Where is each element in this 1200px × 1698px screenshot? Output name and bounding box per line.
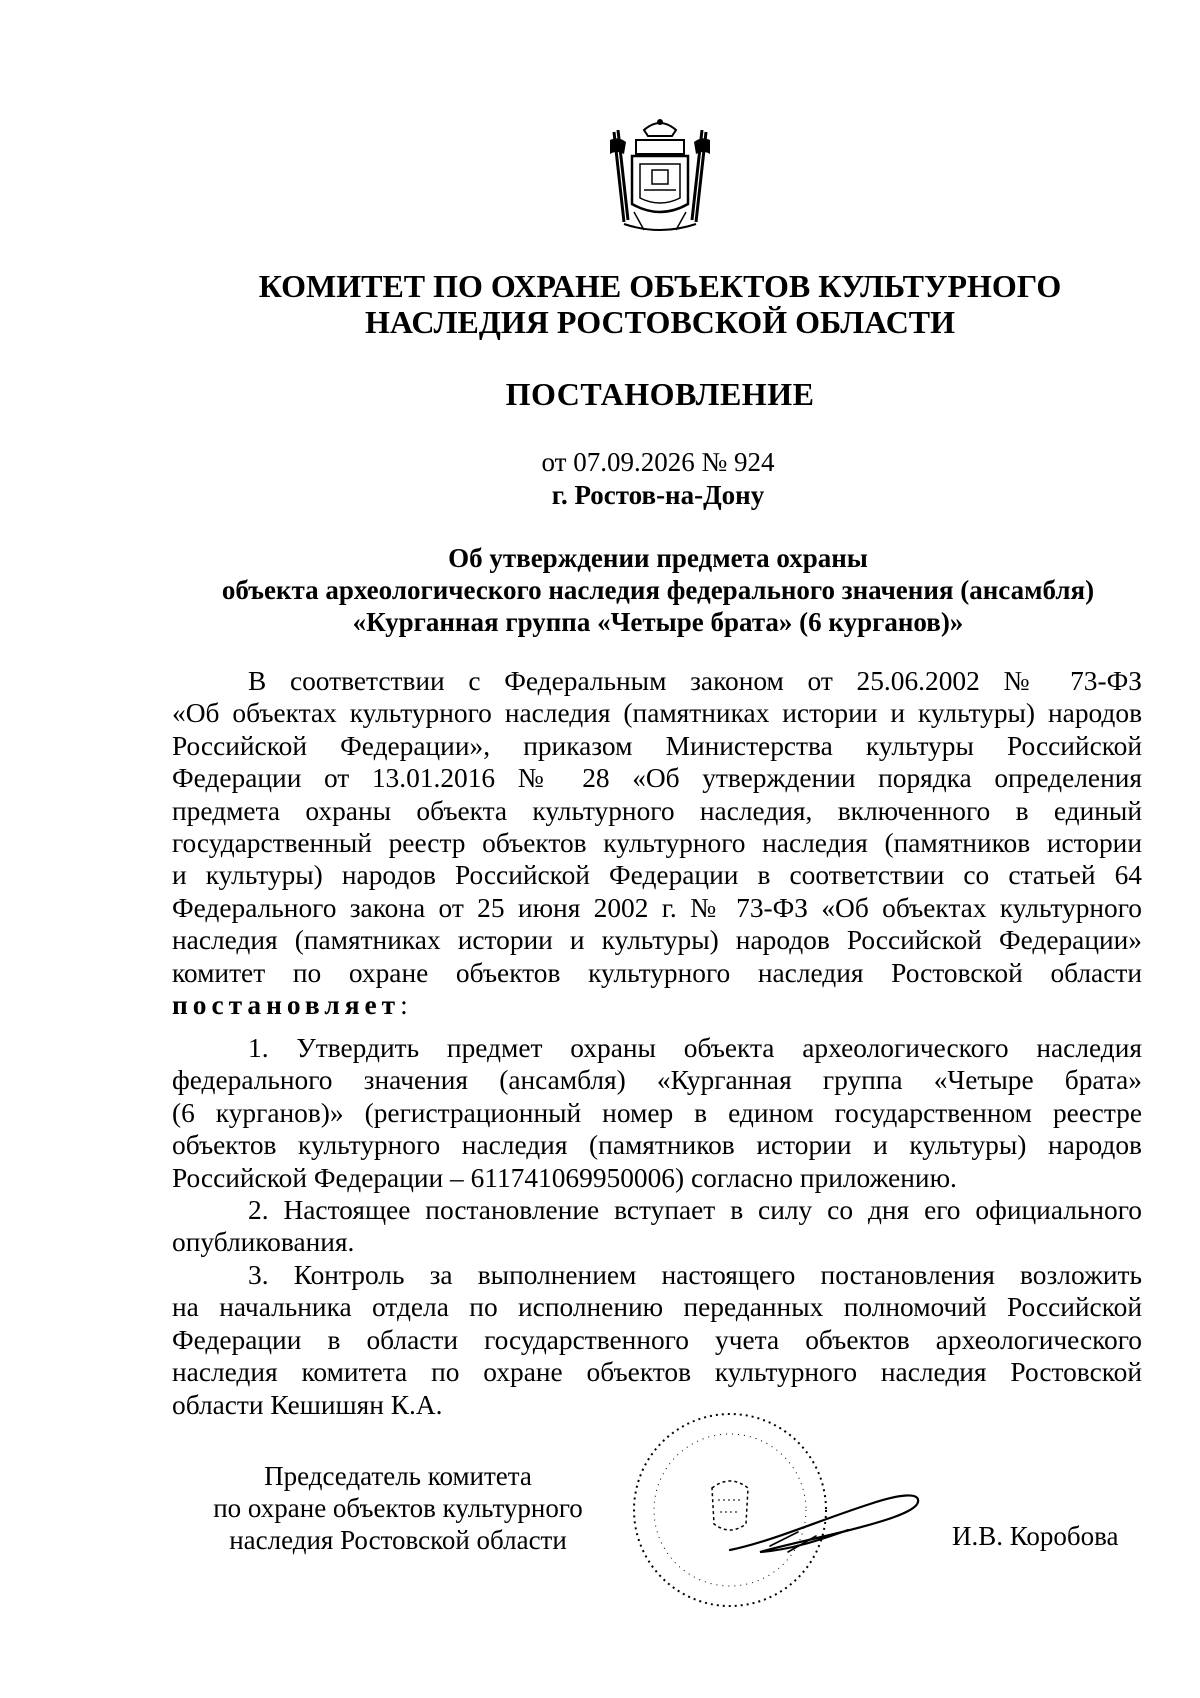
document-city: г. Ростов-на-Дону (551, 480, 765, 510)
organization-name (0, 268, 1200, 340)
official-seal-stamp (620, 1400, 940, 1620)
text-line: Федерации от 13.01.2016 № 28 «Об утверждении порядка определения (172, 763, 1142, 794)
document-type: ПОСТАНОВЛЕНИЕ (505, 376, 815, 412)
item-1-paragraph (172, 1032, 1142, 1194)
item-3-paragraph (172, 1259, 1142, 1421)
text-line: области Кешишян К.А. (172, 1389, 443, 1420)
text-line: и культуры) народов Российской Федерации в соответствии со статьей 64 (172, 860, 1142, 891)
document-title (0, 542, 1200, 638)
title-line: Об утверждении предмета охраны (448, 543, 868, 573)
text-line: Федерации в области государственного учета объектов археологического (172, 1324, 1142, 1355)
text-line: Федерального закона от 25 июня 2002 г. № 73-ФЗ «Об объектах культурного (172, 892, 1142, 923)
text-line: Российской Федерации – 611741069950006) согласно приложению. (172, 1162, 957, 1193)
text-line: федерального значения (ансамбля) «Курганная группа «Четыре брата» (172, 1065, 1142, 1096)
signatory-position-line: Председатель комитета (264, 1461, 532, 1491)
organization-name-line2: НАСЛЕДИЯ РОСТОВСКОЙ ОБЛАСТИ (364, 304, 956, 340)
text-line: наследия (памятниках истории и культуры) народов Российской Федерации» (172, 925, 1142, 956)
title-line: объекта археологического наследия федерального значения (ансамбля) (221, 575, 1095, 605)
text-line: на начальника отдела по исполнению переданных полномочий Российской (172, 1292, 1142, 1323)
preamble-paragraph (172, 665, 1142, 1021)
signatory-position-line: наследия Ростовской области (229, 1525, 567, 1555)
text-line: Российской Федерации», приказом Министерства культуры Российской (172, 730, 1142, 761)
signatory-position (186, 1460, 610, 1556)
text-line: «Об объектах культурного наследия (памятниках истории и культуры) народов (172, 698, 1142, 729)
signatory-name: И.В. Коробова (952, 1521, 1119, 1551)
item-2-paragraph (172, 1194, 1142, 1259)
text-line: комитет по охране объектов культурного наследия Ростовской области (172, 957, 1142, 988)
organization-name-line1: КОМИТЕТ ПО ОХРАНЕ ОБЪЕКТОВ КУЛЬТУРНОГО (258, 268, 1062, 304)
text-line: 2. Настоящее постановление вступает в силу со дня его официального (248, 1195, 1142, 1225)
text-line: объектов культурного наследия (памятников истории и культуры) народов (172, 1130, 1142, 1161)
decree-colon: : (400, 989, 408, 1020)
text-line: предмета охраны объекта культурного наследия, включенного в единый (172, 795, 1142, 826)
text-line: В соответствии с Федеральным законом от 25.06.2002 № 73-ФЗ (248, 666, 1142, 696)
title-line: «Курганная группа «Четыре брата» (6 курганов)» (352, 607, 964, 637)
coat-of-arms-emblem (604, 112, 716, 240)
text-line: опубликования. (172, 1227, 355, 1258)
text-line: (6 курганов)» (регистрационный номер в едином государственном реестре (172, 1097, 1142, 1128)
text-line: наследия комитета по охране объектов культурного наследия Ростовской (172, 1357, 1142, 1388)
signatory-position-line: по охране объектов культурного (213, 1493, 583, 1523)
document-date-number: от 07.09.2026 № 924 (541, 447, 775, 477)
decree-line (172, 989, 1142, 1021)
decree-word: постановляет (172, 989, 401, 1020)
text-line: 1. Утвердить предмет охраны объекта археологического наследия (248, 1033, 1142, 1063)
text-line: 3. Контроль за выполнением настоящего постановления возложить (248, 1260, 1142, 1290)
text-line: государственный реестр объектов культурного наследия (памятников истории (172, 827, 1142, 858)
